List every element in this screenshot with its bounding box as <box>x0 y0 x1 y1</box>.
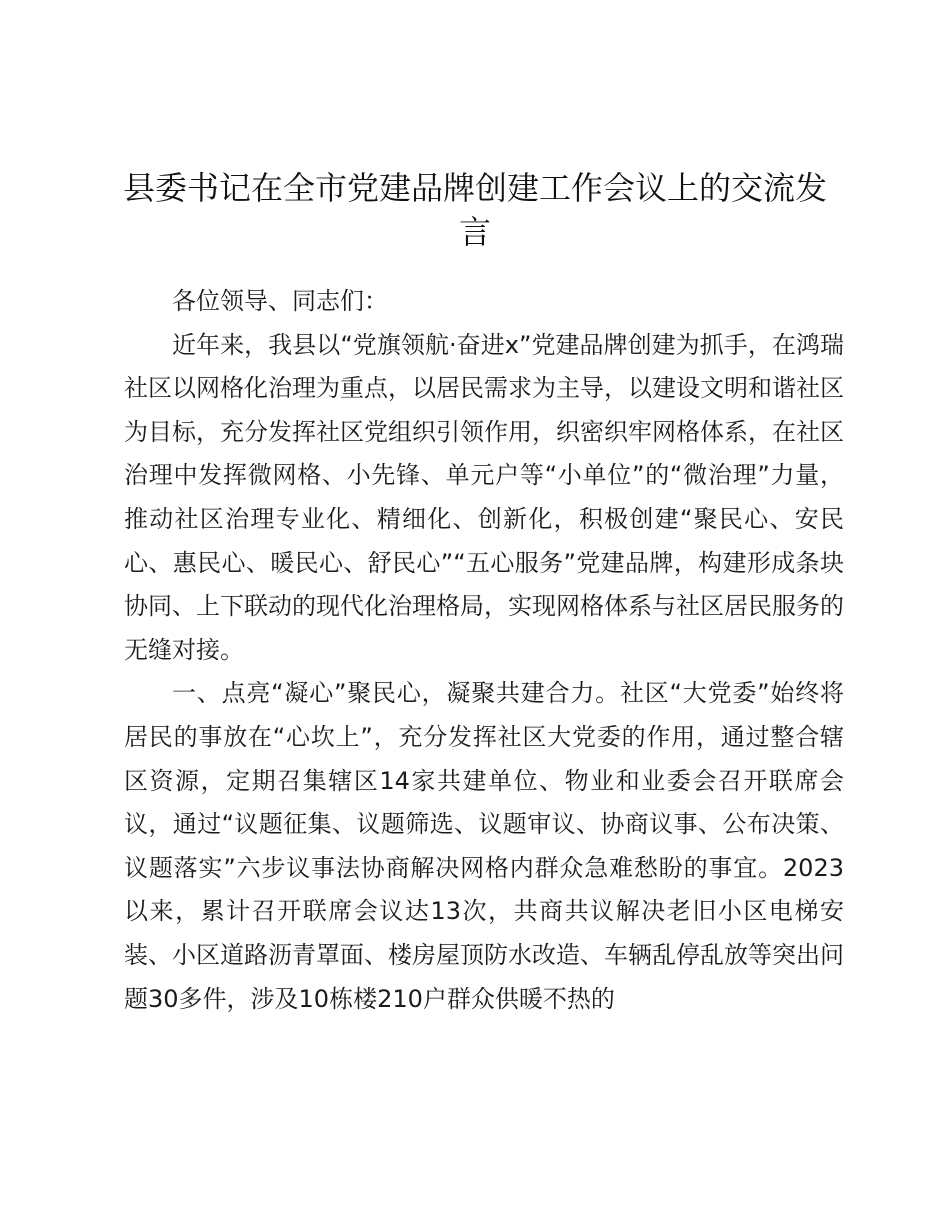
section-1-paragraph <box>124 672 844 1021</box>
intro-paragraph: 近年来，我县以“党旗领航·奋进x”党建品牌创建为抓手，在鸿瑞社区以网格化治理为重点，以居民需求为主导，以建设文明和谐社区为目标，充分发挥社区党组织引领作用，织密织牢网格体系，在社区治理中发挥微网格、小先锋、单元户等“小单位”的“微治理”力量，推动社区治理专业化、精细化、创新化，积极创建“聚民心、安民心、惠民心、暖民心、舒民心”“五心服务”党建品牌，构建形成条块协同、上下联动的现代化治理格局，实现网格体系与社区居民服务的无缝对接。 <box>124 330 844 664</box>
document-body <box>124 280 844 1021</box>
document-title: 县委书记在全市党建品牌创建工作会议上的交流发言 <box>122 169 827 251</box>
section-1-body: 社区“大党委”始终将居民的事放在“心坎上”，充分发挥社区大党委的作用，通过整合辖区资源，定期召集辖区14家共建单位、物业和业委会召开联席会议，通过“议题征集、议题筛选、议题审议、协商议事、公布决策、议题落实”六步议事法协商解决网格内群众急难愁盼的事宜。2023以来，累计召开联席会议达13次，共商共议解决老旧小区电梯安装、小区道路沥青罩面、楼房屋顶防水改造、车辆乱停乱放等突出问题30多件，涉及10栋楼210户群众供暖不热的 <box>124 679 844 1013</box>
salutation: 各位领导、同志们： <box>172 287 388 315</box>
section-1-heading: 一、点亮“凝心”聚民心，凝聚共建合力。 <box>172 679 620 708</box>
